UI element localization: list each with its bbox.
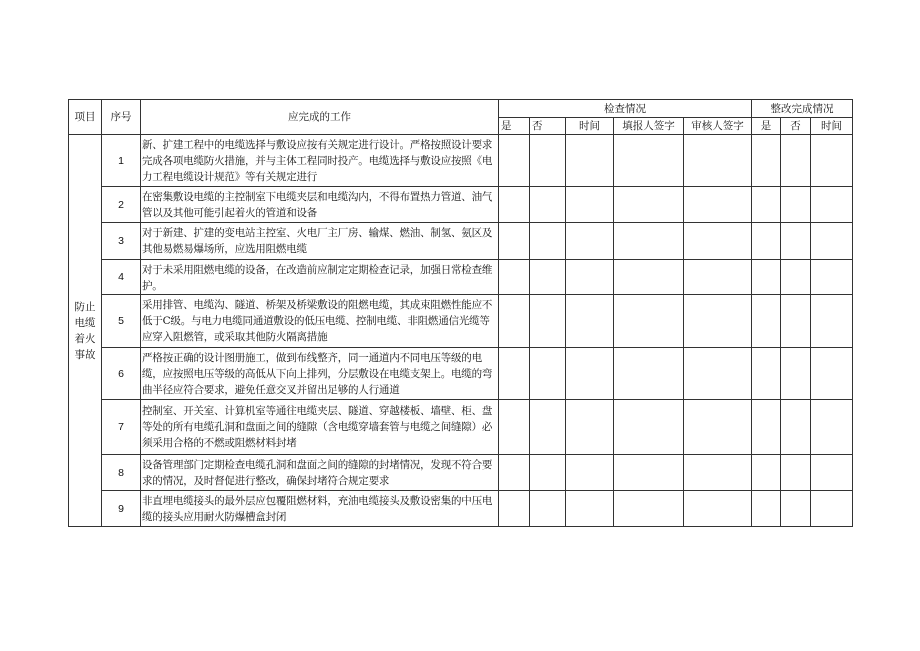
rectify-no-cell[interactable] bbox=[781, 491, 811, 527]
check-time-cell[interactable] bbox=[566, 260, 614, 295]
row-number: 9 bbox=[102, 491, 141, 527]
header-no: 否 bbox=[530, 118, 566, 135]
work-text: 新、扩建工程中的电缆选择与敷设应按有关规定进行设计。严格按照设计要求完成各项电缆防火措施，并与主体工程同时投产。电缆选择与敷设应按照《电力工程电缆设计规范》等有关规定进行 bbox=[141, 135, 499, 187]
check-time-cell[interactable] bbox=[566, 455, 614, 491]
reviewer-sign-cell[interactable] bbox=[684, 295, 752, 348]
rectify-yes-cell[interactable] bbox=[752, 400, 781, 455]
rectify-yes-cell[interactable] bbox=[752, 135, 781, 187]
rectify-no-cell[interactable] bbox=[781, 260, 811, 295]
rectify-time-cell[interactable] bbox=[811, 348, 853, 400]
header-rectify-time: 时间 bbox=[811, 118, 853, 135]
header-check: 检查情况 bbox=[499, 100, 752, 118]
check-no-cell[interactable] bbox=[530, 187, 566, 223]
rectify-time-cell[interactable] bbox=[811, 491, 853, 527]
check-time-cell[interactable] bbox=[566, 223, 614, 260]
check-time-cell[interactable] bbox=[566, 295, 614, 348]
header-rectify-yes: 是 bbox=[752, 118, 781, 135]
header-reviewer-sign: 审核人签字 bbox=[684, 118, 752, 135]
row-number: 7 bbox=[102, 400, 141, 455]
rectify-time-cell[interactable] bbox=[811, 187, 853, 223]
header-filler-sign: 填报人签字 bbox=[614, 118, 684, 135]
table-row bbox=[69, 491, 853, 527]
check-time-cell[interactable] bbox=[566, 348, 614, 400]
work-text: 非直埋电缆接头的最外层应包覆阻燃材料，充油电缆接头及敷设密集的中压电缆的接头应用耐火防爆槽盒封闭 bbox=[141, 491, 499, 527]
header-seq: 序号 bbox=[102, 100, 141, 135]
header-item: 项目 bbox=[69, 100, 102, 135]
rectify-yes-cell[interactable] bbox=[752, 295, 781, 348]
filler-sign-cell[interactable] bbox=[614, 260, 684, 295]
reviewer-sign-cell[interactable] bbox=[684, 348, 752, 400]
work-text: 严格按正确的设计图册施工，做到布线整齐，同一通道内不同电压等级的电缆，应按照电压等级的高低从下向上排列，分层敷设在电缆支架上。电缆的弯曲半径应符合要求，避免任意交叉并留出足够的人行通道 bbox=[141, 348, 499, 400]
row-number: 2 bbox=[102, 187, 141, 223]
filler-sign-cell[interactable] bbox=[614, 455, 684, 491]
row-number: 4 bbox=[102, 260, 141, 295]
table-row bbox=[69, 455, 853, 491]
row-number: 3 bbox=[102, 223, 141, 260]
table-row bbox=[69, 260, 853, 295]
rectify-no-cell[interactable] bbox=[781, 187, 811, 223]
filler-sign-cell[interactable] bbox=[614, 348, 684, 400]
row-number: 5 bbox=[102, 295, 141, 348]
category-cell: 防止电缆着火事故 bbox=[69, 135, 102, 527]
check-time-cell[interactable] bbox=[566, 491, 614, 527]
rectify-no-cell[interactable] bbox=[781, 295, 811, 348]
row-number: 6 bbox=[102, 348, 141, 400]
work-text: 在密集敷设电缆的主控制室下电缆夹层和电缆沟内，不得布置热力管道、油气管以及其他可能引起着火的管道和设备 bbox=[141, 187, 499, 223]
check-yes-cell[interactable] bbox=[499, 295, 530, 348]
rectify-no-cell[interactable] bbox=[781, 348, 811, 400]
filler-sign-cell[interactable] bbox=[614, 223, 684, 260]
reviewer-sign-cell[interactable] bbox=[684, 455, 752, 491]
rectify-time-cell[interactable] bbox=[811, 400, 853, 455]
check-yes-cell[interactable] bbox=[499, 400, 530, 455]
check-time-cell[interactable] bbox=[566, 400, 614, 455]
check-no-cell[interactable] bbox=[530, 400, 566, 455]
filler-sign-cell[interactable] bbox=[614, 187, 684, 223]
rectify-yes-cell[interactable] bbox=[752, 348, 781, 400]
header-time: 时间 bbox=[566, 118, 614, 135]
filler-sign-cell[interactable] bbox=[614, 491, 684, 527]
rectify-time-cell[interactable] bbox=[811, 260, 853, 295]
rectify-no-cell[interactable] bbox=[781, 223, 811, 260]
inspection-table bbox=[68, 99, 853, 527]
work-text: 控制室、开关室、计算机室等通往电缆夹层、隧道、穿越楼板、墙壁、柜、盘等处的所有电缆孔洞和盘面之间的缝隙（含电缆穿墙套管与电缆之间缝隙）必须采用合格的不燃或阻燃材料封堵 bbox=[141, 400, 499, 455]
check-time-cell[interactable] bbox=[566, 135, 614, 187]
check-yes-cell[interactable] bbox=[499, 187, 530, 223]
reviewer-sign-cell[interactable] bbox=[684, 135, 752, 187]
row-number: 8 bbox=[102, 455, 141, 491]
rectify-yes-cell[interactable] bbox=[752, 491, 781, 527]
work-text: 对于未采用阻燃电缆的设备，在改造前应制定定期检查记录，加强日常检查维护。 bbox=[141, 260, 499, 295]
header-yes: 是 bbox=[499, 118, 530, 135]
row-number: 1 bbox=[102, 135, 141, 187]
check-no-cell[interactable] bbox=[530, 260, 566, 295]
header-rectify: 整改完成情况 bbox=[752, 100, 853, 118]
table-row bbox=[69, 187, 853, 223]
rectify-time-cell[interactable] bbox=[811, 295, 853, 348]
work-text: 设备管理部门定期检查电缆孔洞和盘面之间的缝隙的封堵情况，发现不符合要求的情况，及时督促进行整改，确保封堵符合规定要求 bbox=[141, 455, 499, 491]
rectify-yes-cell[interactable] bbox=[752, 223, 781, 260]
table-row bbox=[69, 400, 853, 455]
rectify-time-cell[interactable] bbox=[811, 223, 853, 260]
rectify-yes-cell[interactable] bbox=[752, 260, 781, 295]
rectify-time-cell[interactable] bbox=[811, 455, 853, 491]
rectify-time-cell[interactable] bbox=[811, 135, 853, 187]
check-no-cell[interactable] bbox=[530, 348, 566, 400]
check-no-cell[interactable] bbox=[530, 455, 566, 491]
check-yes-cell[interactable] bbox=[499, 260, 530, 295]
check-time-cell[interactable] bbox=[566, 187, 614, 223]
reviewer-sign-cell[interactable] bbox=[684, 400, 752, 455]
check-no-cell[interactable] bbox=[530, 295, 566, 348]
filler-sign-cell[interactable] bbox=[614, 295, 684, 348]
table-row bbox=[69, 135, 853, 187]
check-yes-cell[interactable] bbox=[499, 455, 530, 491]
header-row-1 bbox=[69, 100, 853, 118]
reviewer-sign-cell[interactable] bbox=[684, 187, 752, 223]
rectify-yes-cell[interactable] bbox=[752, 455, 781, 491]
table-row bbox=[69, 295, 853, 348]
header-rectify-no: 否 bbox=[781, 118, 811, 135]
rectify-no-cell[interactable] bbox=[781, 400, 811, 455]
check-yes-cell[interactable] bbox=[499, 135, 530, 187]
check-no-cell[interactable] bbox=[530, 491, 566, 527]
table-row bbox=[69, 223, 853, 260]
rectify-yes-cell[interactable] bbox=[752, 187, 781, 223]
table-row bbox=[69, 348, 853, 400]
check-no-cell[interactable] bbox=[530, 223, 566, 260]
reviewer-sign-cell[interactable] bbox=[684, 260, 752, 295]
filler-sign-cell[interactable] bbox=[614, 135, 684, 187]
header-work: 应完成的工作 bbox=[141, 100, 499, 135]
check-yes-cell[interactable] bbox=[499, 223, 530, 260]
filler-sign-cell[interactable] bbox=[614, 400, 684, 455]
check-yes-cell[interactable] bbox=[499, 491, 530, 527]
work-text: 对于新建、扩建的变电站主控室、火电厂主厂房、输煤、燃油、制氢、氨区及其他易燃易爆场所，应选用阻燃电缆 bbox=[141, 223, 499, 260]
work-text: 采用排管、电缆沟、隧道、桥架及桥梁敷设的阻燃电缆，其成束阻燃性能应不低于C级。与电力电缆同通道敷设的低压电缆、控制电缆、非阻燃通信光缆等应穿入阻燃管，或采取其他防火隔离措施 bbox=[141, 295, 499, 348]
check-yes-cell[interactable] bbox=[499, 348, 530, 400]
reviewer-sign-cell[interactable] bbox=[684, 223, 752, 260]
check-no-cell[interactable] bbox=[530, 135, 566, 187]
rectify-no-cell[interactable] bbox=[781, 135, 811, 187]
reviewer-sign-cell[interactable] bbox=[684, 491, 752, 527]
rectify-no-cell[interactable] bbox=[781, 455, 811, 491]
